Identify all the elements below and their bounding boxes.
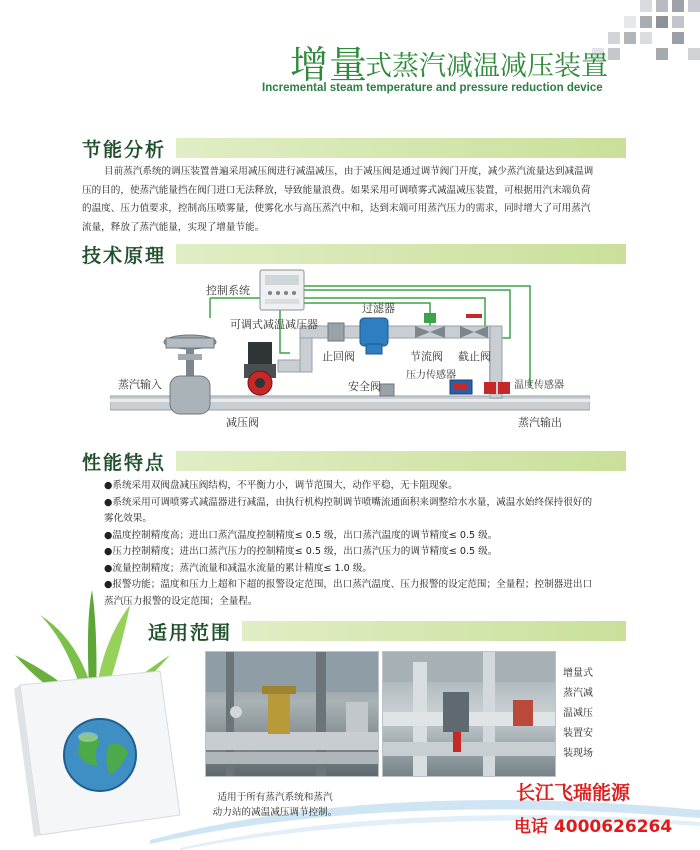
caption-line: 动力站的减温减压调节控制。 bbox=[212, 807, 338, 818]
site-photo-right bbox=[382, 651, 556, 777]
brand-name: 长江飞瑞能源 bbox=[516, 782, 631, 804]
label-control-system: 控制系统 bbox=[206, 284, 250, 297]
label-stop-valve: 截止阀 bbox=[458, 350, 491, 363]
safety-valve-icon bbox=[380, 384, 394, 396]
feature-item: ●流量控制精度；蒸汽流量和减温水流量的累计精度≤ 1.0 级。 bbox=[104, 562, 373, 574]
principle-diagram bbox=[110, 268, 590, 443]
side-caption-line: 装置安 bbox=[563, 728, 593, 739]
section-title-features: 性能特点 bbox=[82, 452, 167, 474]
side-caption-line: 蒸汽减 bbox=[563, 688, 593, 699]
pressure-sensor-icon bbox=[450, 380, 472, 394]
section-bar-principle bbox=[176, 244, 626, 264]
section-bar-scope bbox=[242, 621, 626, 641]
label-safety-valve: 安全阀 bbox=[348, 380, 381, 393]
control-system-icon bbox=[260, 270, 304, 310]
side-caption-line: 增量式 bbox=[563, 668, 593, 679]
feature-item: ●报警功能；温度和压力上超和下超的报警设定范围，出口蒸汽温度、压力报警的设定范围；全量程；控制器进出口 bbox=[104, 579, 593, 590]
label-filter: 过滤器 bbox=[362, 302, 395, 315]
feature-item: 雾化效果。 bbox=[104, 513, 152, 524]
phone-number: 电话 4000626264 bbox=[514, 817, 673, 837]
label-desuperheater: 可调式减温减压器 bbox=[230, 318, 318, 331]
energy-line: 压的目的，使蒸汽能量挡在阀门进口无法释放，导致能量浪费。如果采用可调喷雾式减温减压装置，可根据用汽末端负荷 bbox=[82, 184, 591, 196]
feature-item: ●压力控制精度；进出口蒸汽压力的控制精度≤ 0.5 级，出口蒸汽压力的调节精度≤ 0.5 级。 bbox=[104, 546, 498, 557]
reducing-valve-icon bbox=[164, 335, 216, 414]
desuperheater-icon bbox=[244, 342, 276, 395]
energy-line: 流量，释放了蒸汽能量，实现了增量节能。 bbox=[82, 221, 265, 233]
title-rest: 式蒸汽减温减压装置 bbox=[365, 51, 608, 82]
section-bar-features bbox=[176, 451, 626, 471]
energy-line: 的温度、压力值要求，控制高压喷雾量，使雾化水与高压蒸汽中和，达到末端可用蒸汽压力的需求，同时增大了可用蒸汽 bbox=[82, 203, 591, 214]
feature-item: ●系统采用双阀盘减压阀结构，不平衡力小，调节范围大，动作平稳，无卡阻现象。 bbox=[104, 480, 458, 491]
side-caption-line: 装现场 bbox=[563, 748, 593, 759]
label-temp-sensor: 温度传感器 bbox=[514, 380, 564, 391]
caption-line: 适用于所有蒸汽系统和蒸汽 bbox=[217, 792, 333, 803]
label-steam-out: 蒸汽输出 bbox=[518, 416, 562, 429]
site-photo-left bbox=[205, 651, 379, 777]
feature-item: 蒸汽压力报警的设定范围；全量程。 bbox=[104, 595, 258, 607]
section-title-energy: 节能分析 bbox=[82, 139, 167, 161]
side-caption-line: 温减压 bbox=[563, 708, 593, 719]
section-title-principle: 技术原理 bbox=[82, 245, 167, 267]
label-steam-in: 蒸汽输入 bbox=[118, 378, 162, 391]
section-bar-energy bbox=[176, 138, 626, 158]
feature-item: ●温度控制精度高；进出口蒸汽温度控制精度≤ 0.5 级，出口蒸汽温度的调节精度≤ 0.5 级。 bbox=[104, 529, 498, 541]
photo-side-caption bbox=[563, 664, 623, 764]
photo-caption bbox=[200, 790, 350, 820]
energy-line: 目前蒸汽系统的调压装置普遍采用减压阀进行减温减压，由于减压阀是通过调节阀门开度，减少蒸汽流量达到减温调 bbox=[104, 166, 594, 177]
label-pressure-sensor: 压力传感器 bbox=[406, 370, 456, 381]
section-title-scope: 适用范围 bbox=[148, 622, 233, 644]
energy-paragraph bbox=[82, 163, 642, 237]
label-check-valve: 止回阀 bbox=[322, 350, 355, 363]
feature-item: ●系统采用可调喷雾式减温器进行减温，由执行机构控制调节喷嘴流通面积来调整给水水量，减温水始终保持很好的 bbox=[104, 496, 593, 508]
label-throttle-valve: 节流阀 bbox=[410, 350, 443, 363]
page-subtitle: Incremental steam temperature and pressure reduction device bbox=[262, 82, 603, 94]
title-emphasis: 增量 bbox=[290, 43, 369, 87]
check-valve-icon bbox=[328, 323, 344, 341]
filter-icon bbox=[360, 318, 388, 354]
label-reducing-valve: 减压阀 bbox=[226, 416, 259, 429]
